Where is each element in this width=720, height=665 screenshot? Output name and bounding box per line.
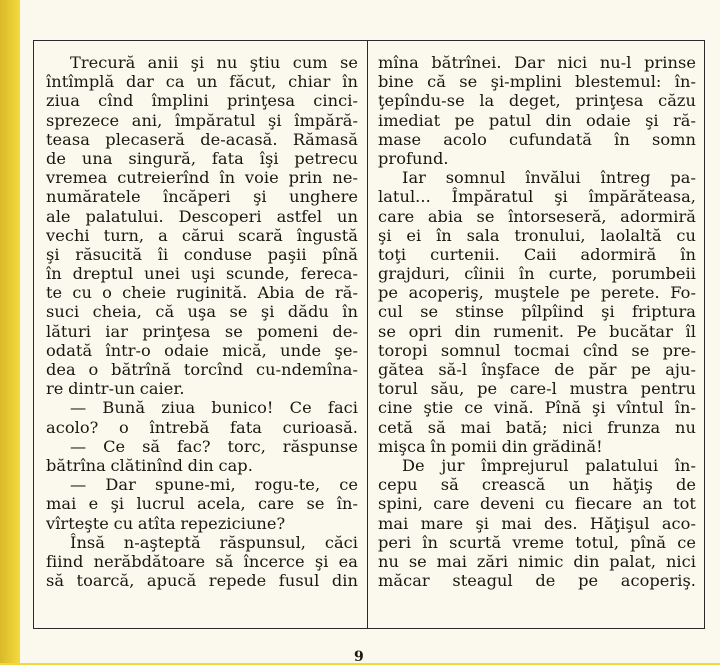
text-line: vechi turn, a cărui scară îngustă	[46, 225, 358, 245]
text-line: cepu să crească un hăţiş de	[378, 475, 696, 495]
page-number: 9	[354, 649, 364, 665]
text-line: te cu o cheie ruginită. Abia de ră-	[46, 283, 358, 303]
text-line: grajduri, cîinii în curte, porumbeii	[378, 264, 696, 284]
text-line: Însă n-aşteptă răspunsul, căci	[70, 532, 358, 552]
left-column	[46, 53, 358, 590]
text-line: mai e şi lucrul acela, care se în-	[46, 494, 358, 514]
text-line: număratele încăperi şi unghere	[46, 187, 358, 207]
text-line: De jur împrejurul palatului în-	[402, 455, 696, 475]
text-line: — Bună ziua bunico! Ce faci	[70, 398, 358, 418]
text-line: mişca în pomii din grădină!	[378, 436, 603, 456]
text-line: latul... Împăratul şi împărăteasa,	[378, 187, 696, 207]
text-line: dea o bătrînă torcînd cu-ndemîna-	[46, 360, 358, 379]
text-line: cine ştie ce vină. Pînă şi vîntul în-	[378, 398, 696, 418]
right-column	[378, 53, 696, 590]
text-line: — Dar spune-mi, rogu-te, ce	[70, 475, 358, 495]
text-line: acolo? o întrebă fata curioasă.	[46, 417, 358, 437]
text-line: ale palatului. Descoperi astfel un	[46, 206, 358, 226]
text-line: şi răsucită îi conduse paşii pînă	[46, 244, 358, 264]
text-line: cul se stinse pîlpîind şi friptura	[378, 302, 696, 322]
text-line: vremea cutreierînd în voie prin ne-	[46, 168, 358, 188]
text-line: ziua cînd împlini prinţesa cinci-	[46, 91, 358, 111]
text-line: vîrteşte cu atîta repeziciune?	[46, 513, 286, 533]
text-line: spini, care deveni cu fiecare an tot	[378, 494, 696, 514]
text-line: care abia se întorseseră, adormiră	[378, 206, 696, 226]
text-line: profund.	[378, 148, 449, 168]
text-line: măcar steagul de pe acoperiş.	[378, 571, 696, 591]
text-line: bine că se şi-mplini blestemul: în-	[378, 72, 696, 92]
text-line: — Ce să fac? torc, răspunse	[70, 436, 358, 456]
text-line: toţi curtenii. Caii adormiră în	[378, 244, 696, 264]
text-line: în dreptul unei uşi scunde, fereca-	[46, 264, 358, 284]
text-line: torul său, pe care-l mustra pentru	[378, 379, 696, 399]
text-line: lături iar prinţesa se pomeni de-	[46, 321, 358, 341]
text-line: Trecură anii şi nu ştiu cum se	[70, 53, 358, 72]
text-line: se opri din rumenit. Pe bucătar îl	[378, 321, 696, 341]
text-line: Iar somnul învălui întreg pa-	[402, 168, 696, 188]
column-divider	[367, 40, 368, 629]
text-line: pe acoperiş, muştele pe perete. Fo-	[378, 283, 696, 303]
text-line: suci cheia, că uşa se şi dădu în	[46, 302, 358, 322]
text-line: odată într-o odaie mică, unde şe-	[46, 340, 358, 360]
text-line: cetă să mai bată; nici frunza nu	[378, 417, 696, 437]
text-line: fiind nerăbdătoare să încerce şi ea	[46, 551, 358, 571]
text-line: imediat pe patul din odaie şi ră-	[378, 110, 696, 130]
text-line: sprezece ani, împăratul şi împără-	[46, 110, 358, 130]
text-line: nu se mai zări nimic din palat, nici	[378, 551, 696, 571]
text-line: peri în scurtă vreme totul, pînă ce	[378, 532, 696, 552]
text-line: bătrîna clătinînd din cap.	[46, 455, 253, 475]
text-line: de una singură, fata îşi petrecu	[46, 148, 358, 168]
text-line: şi ei în sala tronului, laolaltă cu	[378, 225, 696, 245]
text-line: mîna bătrînei. Dar nici nu-l prinse	[378, 53, 696, 72]
text-line: mase acolo cufundată în somn	[378, 129, 696, 149]
text-line: toropi somnul tocmai cînd se pre-	[378, 340, 696, 360]
text-line: teasa plecaseră de-acasă. Rămasă	[46, 129, 358, 149]
text-line: să toarcă, apucă repede fusul din	[46, 571, 358, 591]
text-line: re dintr-un caier.	[46, 379, 185, 399]
text-line: întîmplă dar ca un făcut, chiar în	[46, 72, 358, 92]
text-line: mai mare şi mai des. Hăţişul aco-	[378, 513, 696, 533]
text-line: gătea să-l înşface de păr pe aju-	[378, 360, 696, 379]
text-line: ţepîndu-se la deget, prinţesa căzu	[378, 91, 696, 111]
